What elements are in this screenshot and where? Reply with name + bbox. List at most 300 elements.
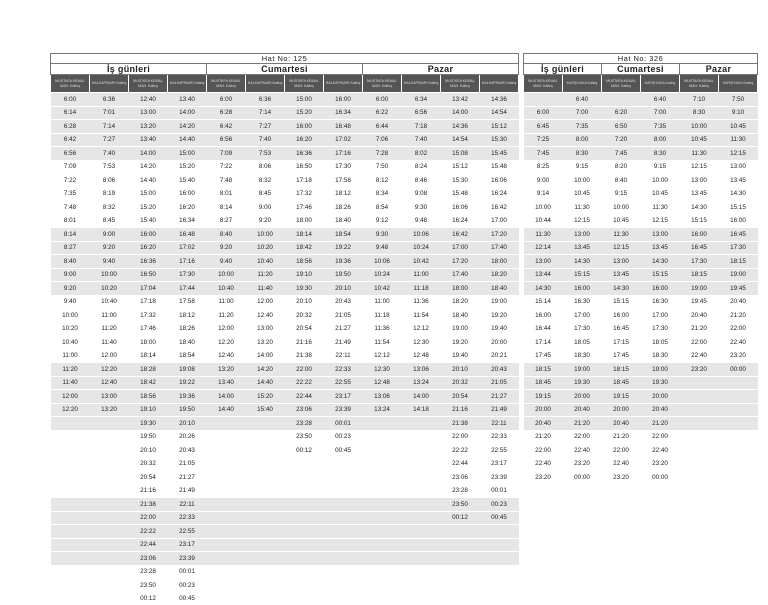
time-cell: 16:00 bbox=[168, 187, 207, 201]
time-cell: 8:45 bbox=[246, 187, 285, 201]
time-cell bbox=[51, 498, 90, 512]
time-cell: 12:15 bbox=[680, 160, 719, 174]
time-cell: 6:00 bbox=[207, 93, 246, 107]
time-cell: 18:00 bbox=[480, 255, 519, 269]
table-row bbox=[51, 174, 519, 188]
time-cell bbox=[363, 484, 402, 498]
time-cell: 20:10 bbox=[129, 444, 168, 458]
time-cell: 17:20 bbox=[441, 255, 480, 269]
time-cell: 9:40 bbox=[90, 255, 129, 269]
time-cell bbox=[480, 525, 519, 539]
time-cell: 7:06 bbox=[363, 133, 402, 147]
time-cell: 12:20 bbox=[51, 403, 90, 417]
time-cell: 16:06 bbox=[441, 201, 480, 215]
time-cell: 21:20 bbox=[524, 430, 563, 444]
time-cell bbox=[719, 390, 758, 404]
table-row bbox=[524, 322, 758, 336]
time-cell: 18:00 bbox=[285, 214, 324, 228]
time-cell: 19:20 bbox=[441, 336, 480, 350]
time-cell: 6:40 bbox=[563, 93, 602, 107]
time-cell: 6:20 bbox=[602, 106, 641, 120]
time-cell: 9:20 bbox=[51, 282, 90, 296]
time-cell: 6:00 bbox=[51, 93, 90, 107]
table-row bbox=[524, 93, 758, 107]
time-cell: 8:40 bbox=[602, 174, 641, 188]
time-cell: 7:35 bbox=[51, 187, 90, 201]
time-cell: 20:40 bbox=[719, 295, 758, 309]
time-cell: 18:14 bbox=[129, 349, 168, 363]
time-cell bbox=[90, 430, 129, 444]
time-cell: 23:28 bbox=[285, 417, 324, 431]
time-cell: 14:30 bbox=[680, 201, 719, 215]
time-cell: 11:00 bbox=[207, 295, 246, 309]
time-cell: 23:50 bbox=[129, 579, 168, 593]
time-cell: 00:23 bbox=[168, 579, 207, 593]
time-cell: 23:20 bbox=[641, 457, 680, 471]
time-cell: 13:00 bbox=[129, 106, 168, 120]
table-row bbox=[524, 403, 758, 417]
time-cell: 16:42 bbox=[441, 228, 480, 242]
day-header-weekdays: İş günleri bbox=[524, 64, 602, 75]
time-cell: 20:10 bbox=[324, 282, 363, 296]
column-header: HALKAPINARI Kalkış bbox=[168, 75, 207, 93]
time-cell bbox=[719, 417, 758, 431]
time-cell bbox=[719, 403, 758, 417]
time-cell: 16:00 bbox=[602, 309, 641, 323]
time-cell bbox=[480, 565, 519, 579]
time-cell: 11:20 bbox=[90, 322, 129, 336]
time-cell: 19:30 bbox=[129, 417, 168, 431]
time-cell: 00:12 bbox=[129, 592, 168, 605]
time-cell: 15:20 bbox=[168, 160, 207, 174]
time-cell: 13:20 bbox=[129, 120, 168, 134]
time-cell: 19:22 bbox=[168, 376, 207, 390]
time-cell: 9:20 bbox=[207, 241, 246, 255]
time-cell bbox=[680, 471, 719, 484]
time-cell: 13:24 bbox=[402, 376, 441, 390]
time-cell: 9:30 bbox=[363, 228, 402, 242]
time-cell: 11:00 bbox=[51, 349, 90, 363]
time-cell: 23:28 bbox=[441, 484, 480, 498]
time-cell: 22:00 bbox=[602, 444, 641, 458]
time-cell: 10:24 bbox=[363, 268, 402, 282]
time-cell: 10:40 bbox=[90, 295, 129, 309]
time-cell: 17:45 bbox=[602, 349, 641, 363]
time-cell bbox=[90, 444, 129, 458]
time-cell: 22:00 bbox=[680, 336, 719, 350]
time-cell: 14:00 bbox=[402, 390, 441, 404]
time-cell: 20:00 bbox=[524, 403, 563, 417]
time-cell: 22:22 bbox=[285, 376, 324, 390]
time-cell: 23:20 bbox=[524, 471, 563, 484]
time-cell: 8:30 bbox=[563, 147, 602, 161]
time-cell: 23:20 bbox=[602, 471, 641, 484]
time-cell bbox=[402, 565, 441, 579]
time-cell: 6:14 bbox=[51, 106, 90, 120]
time-cell: 13:44 bbox=[524, 268, 563, 282]
time-cell bbox=[402, 444, 441, 458]
time-cell bbox=[51, 417, 90, 431]
time-cell bbox=[719, 444, 758, 458]
time-cell: 6:28 bbox=[51, 120, 90, 134]
time-cell: 7:14 bbox=[90, 120, 129, 134]
time-cell: 9:20 bbox=[246, 214, 285, 228]
time-cell: 21:20 bbox=[680, 322, 719, 336]
table-row bbox=[524, 241, 758, 255]
column-header: MUSTAFA KEMAL MAH. Kalkış bbox=[602, 75, 641, 93]
time-cell: 16:00 bbox=[641, 282, 680, 296]
time-cell: 22:40 bbox=[524, 457, 563, 471]
time-cell: 20:32 bbox=[441, 376, 480, 390]
time-cell: 9:20 bbox=[90, 241, 129, 255]
time-cell: 17:02 bbox=[324, 133, 363, 147]
time-cell: 15:12 bbox=[480, 120, 519, 134]
time-cell: 21:49 bbox=[480, 403, 519, 417]
time-cell: 12:40 bbox=[90, 376, 129, 390]
table-row bbox=[51, 147, 519, 161]
time-cell bbox=[246, 525, 285, 539]
time-cell: 14:30 bbox=[524, 282, 563, 296]
time-cell: 20:10 bbox=[441, 363, 480, 377]
time-cell: 18:45 bbox=[524, 376, 563, 390]
time-cell: 19:50 bbox=[168, 403, 207, 417]
time-cell: 22:40 bbox=[563, 444, 602, 458]
time-cell: 12:15 bbox=[641, 214, 680, 228]
time-cell: 00:01 bbox=[324, 417, 363, 431]
time-cell: 7:28 bbox=[363, 147, 402, 161]
time-cell: 8:30 bbox=[680, 106, 719, 120]
time-cell: 20:40 bbox=[602, 417, 641, 431]
time-cell: 14:00 bbox=[441, 106, 480, 120]
time-cell: 21:20 bbox=[641, 417, 680, 431]
time-cell: 19:50 bbox=[129, 430, 168, 444]
time-cell: 14:40 bbox=[129, 174, 168, 188]
time-cell: 14:40 bbox=[168, 133, 207, 147]
time-cell: 9:15 bbox=[602, 187, 641, 201]
time-cell bbox=[324, 538, 363, 552]
time-cell: 19:00 bbox=[441, 322, 480, 336]
time-cell: 17:30 bbox=[641, 322, 680, 336]
line-326-table bbox=[523, 53, 758, 484]
time-cell bbox=[363, 565, 402, 579]
time-cell: 11:18 bbox=[402, 282, 441, 296]
time-cell: 18:20 bbox=[441, 295, 480, 309]
time-cell: 7:35 bbox=[563, 120, 602, 134]
time-cell: 22:40 bbox=[719, 336, 758, 350]
time-cell: 7:27 bbox=[90, 133, 129, 147]
table-row bbox=[51, 430, 519, 444]
time-cell: 16:00 bbox=[563, 282, 602, 296]
time-cell bbox=[324, 498, 363, 512]
table-row bbox=[524, 201, 758, 215]
time-cell bbox=[363, 457, 402, 471]
table-row bbox=[51, 376, 519, 390]
time-cell bbox=[680, 376, 719, 390]
time-cell: 10:45 bbox=[641, 187, 680, 201]
time-cell: 17:58 bbox=[168, 295, 207, 309]
time-cell bbox=[285, 592, 324, 605]
time-cell: 13:45 bbox=[563, 241, 602, 255]
time-cell: 18:12 bbox=[168, 309, 207, 323]
table-row bbox=[524, 336, 758, 350]
column-header: MUSTAFA KEMAL MAH. Kalkış bbox=[285, 75, 324, 93]
time-cell bbox=[285, 525, 324, 539]
time-cell: 18:20 bbox=[480, 268, 519, 282]
time-cell: 23:39 bbox=[168, 552, 207, 566]
time-cell: 17:30 bbox=[563, 322, 602, 336]
time-cell: 13:45 bbox=[719, 174, 758, 188]
time-cell: 12:12 bbox=[402, 322, 441, 336]
time-cell: 13:06 bbox=[402, 363, 441, 377]
time-cell bbox=[441, 552, 480, 566]
time-cell: 7:45 bbox=[524, 147, 563, 161]
time-cell: 9:40 bbox=[207, 255, 246, 269]
time-cell: 20:40 bbox=[563, 403, 602, 417]
time-cell bbox=[246, 511, 285, 525]
time-cell: 8:01 bbox=[207, 187, 246, 201]
line-125-table bbox=[50, 53, 519, 605]
time-cell bbox=[285, 484, 324, 498]
time-cell: 13:45 bbox=[641, 241, 680, 255]
time-cell: 20:21 bbox=[480, 349, 519, 363]
time-cell: 19:10 bbox=[285, 268, 324, 282]
time-cell: 12:15 bbox=[719, 147, 758, 161]
time-cell: 14:18 bbox=[402, 403, 441, 417]
time-cell bbox=[680, 430, 719, 444]
time-cell: 20:00 bbox=[602, 403, 641, 417]
time-cell: 21:05 bbox=[324, 309, 363, 323]
time-cell: 19:36 bbox=[324, 255, 363, 269]
time-cell bbox=[51, 592, 90, 605]
time-cell: 19:36 bbox=[168, 390, 207, 404]
time-cell: 10:06 bbox=[402, 228, 441, 242]
time-cell bbox=[285, 538, 324, 552]
time-cell: 22:11 bbox=[480, 417, 519, 431]
column-header: MUSTAFA KEMAL MAH. Kalkış bbox=[363, 75, 402, 93]
column-header-row bbox=[51, 75, 519, 93]
time-cell: 21:38 bbox=[285, 349, 324, 363]
time-cell: 14:00 bbox=[246, 349, 285, 363]
time-cell: 20:54 bbox=[129, 471, 168, 485]
time-cell: 17:15 bbox=[602, 336, 641, 350]
time-cell: 18:15 bbox=[524, 363, 563, 377]
time-cell bbox=[207, 592, 246, 605]
time-cell bbox=[324, 592, 363, 605]
time-cell: 19:00 bbox=[641, 363, 680, 377]
time-cell: 16:50 bbox=[285, 160, 324, 174]
time-cell: 11:40 bbox=[51, 376, 90, 390]
line-125-block bbox=[50, 53, 519, 605]
time-cell bbox=[402, 484, 441, 498]
table-row bbox=[51, 592, 519, 605]
time-cell: 19:45 bbox=[719, 282, 758, 296]
time-cell bbox=[285, 579, 324, 593]
time-cell: 22:00 bbox=[719, 322, 758, 336]
time-cell: 11:30 bbox=[602, 228, 641, 242]
time-cell: 6:44 bbox=[363, 120, 402, 134]
time-cell: 10:40 bbox=[207, 282, 246, 296]
time-cell: 11:18 bbox=[363, 309, 402, 323]
time-cell: 00:45 bbox=[324, 444, 363, 458]
time-cell: 17:40 bbox=[480, 241, 519, 255]
table-row bbox=[524, 133, 758, 147]
time-cell: 7:25 bbox=[524, 133, 563, 147]
time-cell: 11:00 bbox=[363, 295, 402, 309]
time-cell: 21:16 bbox=[441, 403, 480, 417]
time-cell: 16:00 bbox=[129, 228, 168, 242]
time-cell: 12:15 bbox=[563, 214, 602, 228]
time-cell: 9:15 bbox=[641, 160, 680, 174]
time-cell bbox=[207, 565, 246, 579]
time-cell: 22:55 bbox=[324, 376, 363, 390]
time-cell: 9:10 bbox=[719, 106, 758, 120]
time-cell: 20:00 bbox=[641, 390, 680, 404]
time-cell: 17:46 bbox=[129, 322, 168, 336]
time-cell: 8:01 bbox=[51, 214, 90, 228]
time-cell: 18:40 bbox=[168, 336, 207, 350]
time-cell: 15:20 bbox=[129, 201, 168, 215]
line-125-times bbox=[51, 93, 519, 605]
time-cell: 21:16 bbox=[129, 484, 168, 498]
column-header: HALKAPINARI Kalkış bbox=[402, 75, 441, 93]
column-header: MUSTAFA KEMAL MAH. Kalkış bbox=[680, 75, 719, 93]
time-cell: 6:56 bbox=[51, 147, 90, 161]
time-cell: 23:28 bbox=[129, 565, 168, 579]
time-cell: 19:15 bbox=[602, 390, 641, 404]
time-cell bbox=[90, 417, 129, 431]
time-cell: 18:12 bbox=[324, 187, 363, 201]
time-cell: 11:20 bbox=[246, 268, 285, 282]
schedule-sheet bbox=[50, 53, 762, 605]
time-cell: 17:20 bbox=[480, 228, 519, 242]
time-cell: 10:00 bbox=[641, 174, 680, 188]
time-cell: 11:30 bbox=[719, 133, 758, 147]
time-cell: 8:27 bbox=[207, 214, 246, 228]
time-cell: 17:30 bbox=[719, 241, 758, 255]
time-cell: 17:04 bbox=[129, 282, 168, 296]
time-cell: 15:48 bbox=[480, 160, 519, 174]
table-row bbox=[524, 187, 758, 201]
time-cell: 12:00 bbox=[90, 349, 129, 363]
time-cell bbox=[402, 457, 441, 471]
time-cell: 14:36 bbox=[480, 93, 519, 107]
time-cell: 14:30 bbox=[602, 282, 641, 296]
table-row bbox=[524, 268, 758, 282]
time-cell: 22:55 bbox=[168, 525, 207, 539]
time-cell bbox=[480, 552, 519, 566]
time-cell: 11:36 bbox=[402, 295, 441, 309]
time-cell: 19:15 bbox=[524, 390, 563, 404]
time-cell: 10:00 bbox=[563, 174, 602, 188]
time-cell: 15:08 bbox=[441, 147, 480, 161]
table-row bbox=[51, 471, 519, 485]
time-cell bbox=[90, 592, 129, 605]
time-cell bbox=[402, 525, 441, 539]
time-cell: 12:12 bbox=[363, 349, 402, 363]
time-cell: 23:50 bbox=[441, 498, 480, 512]
time-cell: 15:40 bbox=[168, 174, 207, 188]
time-cell: 11:30 bbox=[524, 228, 563, 242]
time-cell: 00:00 bbox=[563, 471, 602, 484]
time-cell: 15:12 bbox=[441, 160, 480, 174]
time-cell: 14:00 bbox=[168, 106, 207, 120]
time-cell: 12:30 bbox=[363, 363, 402, 377]
time-cell bbox=[719, 471, 758, 484]
time-cell: 15:15 bbox=[680, 214, 719, 228]
time-cell: 13:45 bbox=[602, 268, 641, 282]
column-header: HALKAPINARI Kalkış bbox=[246, 75, 285, 93]
time-cell bbox=[246, 538, 285, 552]
time-cell: 22:40 bbox=[602, 457, 641, 471]
time-cell: 6:40 bbox=[641, 93, 680, 107]
time-cell: 22:00 bbox=[563, 430, 602, 444]
time-cell: 20:10 bbox=[168, 417, 207, 431]
time-cell: 00:12 bbox=[441, 511, 480, 525]
time-cell bbox=[285, 498, 324, 512]
time-cell bbox=[602, 93, 641, 107]
time-cell: 7:18 bbox=[402, 120, 441, 134]
time-cell: 18:26 bbox=[324, 201, 363, 215]
time-cell bbox=[51, 471, 90, 485]
time-cell: 10:20 bbox=[90, 282, 129, 296]
time-cell: 23:06 bbox=[129, 552, 168, 566]
line-326-block bbox=[523, 53, 758, 484]
time-cell: 23:20 bbox=[719, 349, 758, 363]
time-cell: 17:00 bbox=[563, 309, 602, 323]
table-row bbox=[524, 430, 758, 444]
table-row bbox=[524, 457, 758, 471]
time-cell: 7:09 bbox=[207, 147, 246, 161]
time-cell: 20:26 bbox=[168, 430, 207, 444]
time-cell: 11:00 bbox=[90, 309, 129, 323]
time-cell: 16:20 bbox=[285, 133, 324, 147]
table-row bbox=[51, 403, 519, 417]
time-cell: 15:00 bbox=[285, 93, 324, 107]
time-cell: 21:49 bbox=[168, 484, 207, 498]
time-cell: 8:32 bbox=[90, 201, 129, 215]
time-cell: 12:48 bbox=[402, 349, 441, 363]
table-row bbox=[524, 376, 758, 390]
time-cell: 13:20 bbox=[246, 336, 285, 350]
time-cell: 20:40 bbox=[680, 309, 719, 323]
time-cell: 8:25 bbox=[524, 160, 563, 174]
time-cell: 12:40 bbox=[246, 309, 285, 323]
time-cell: 7:53 bbox=[90, 160, 129, 174]
time-cell: 17:30 bbox=[324, 160, 363, 174]
time-cell: 16:30 bbox=[563, 295, 602, 309]
time-cell: 15:00 bbox=[168, 147, 207, 161]
time-cell: 7:48 bbox=[207, 174, 246, 188]
time-cell: 17:16 bbox=[324, 147, 363, 161]
time-cell bbox=[51, 579, 90, 593]
time-cell: 18:05 bbox=[641, 336, 680, 350]
time-cell: 6:56 bbox=[207, 133, 246, 147]
table-row bbox=[51, 295, 519, 309]
time-cell bbox=[51, 552, 90, 566]
time-cell: 18:05 bbox=[563, 336, 602, 350]
time-cell bbox=[207, 579, 246, 593]
time-cell: 8:30 bbox=[641, 147, 680, 161]
time-cell: 18:14 bbox=[285, 228, 324, 242]
time-cell: 13:00 bbox=[563, 228, 602, 242]
table-row bbox=[51, 322, 519, 336]
time-cell: 11:40 bbox=[246, 282, 285, 296]
time-cell: 22:00 bbox=[524, 444, 563, 458]
time-cell: 17:32 bbox=[129, 309, 168, 323]
time-cell: 17:14 bbox=[524, 336, 563, 350]
time-cell: 00:01 bbox=[480, 484, 519, 498]
table-row bbox=[51, 241, 519, 255]
